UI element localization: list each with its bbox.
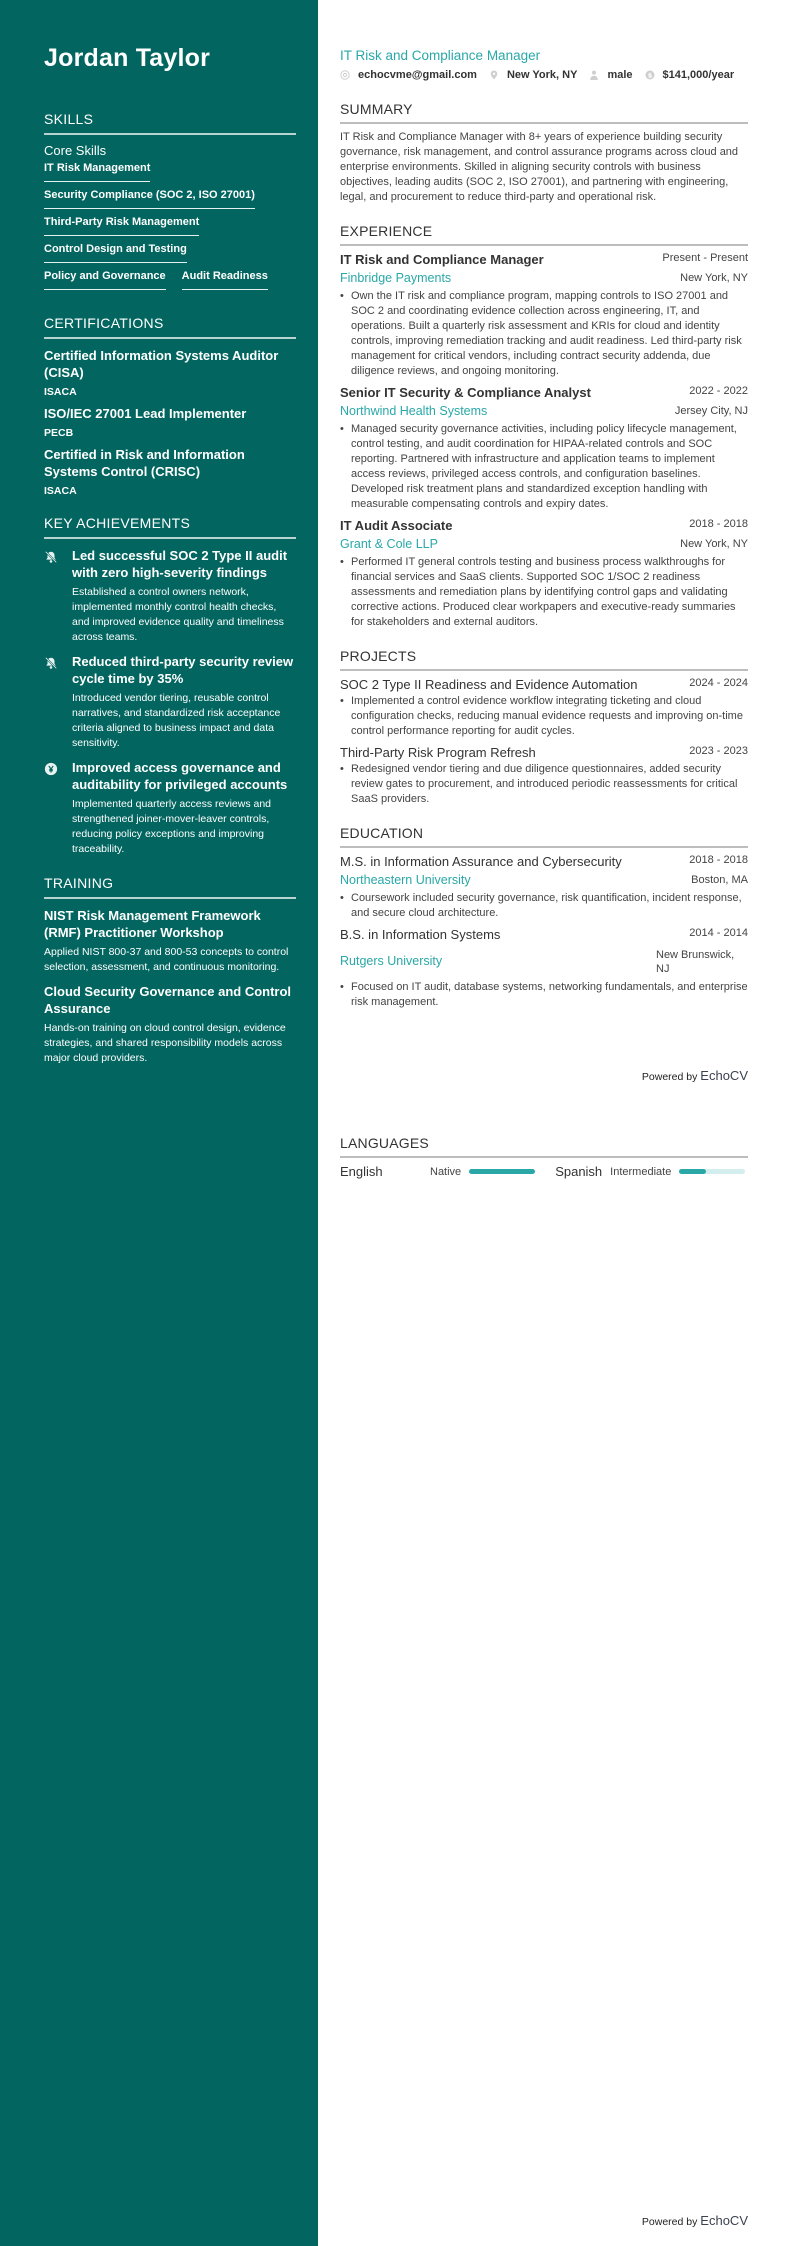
language-name: English (340, 1164, 383, 1179)
certifications-heading: CERTIFICATIONS (44, 315, 296, 339)
job-location: Jersey City, NJ (674, 405, 748, 417)
achievement-item (44, 547, 296, 645)
certification-org: ISACA (44, 485, 77, 497)
school-location: New Brunswick, NJ (656, 949, 735, 975)
main-content (318, 0, 794, 2246)
summary-heading: SUMMARY (340, 101, 748, 124)
achievement-item (44, 759, 296, 857)
brand-logo: EchoCV (700, 2213, 748, 2228)
certification-item (44, 405, 296, 439)
languages-list (340, 1164, 748, 1179)
job-dates: 2018 - 2018 (689, 518, 748, 530)
powered-by-bottom (642, 2213, 748, 2228)
certification-org: ISACA (44, 386, 77, 398)
language-name: Spanish (555, 1164, 603, 1179)
bell-slash-icon (44, 547, 72, 645)
skills-section (44, 111, 296, 297)
education-item (340, 854, 748, 921)
school-name: Rutgers University (340, 954, 443, 968)
language-level: Intermediate (610, 1165, 672, 1178)
project-dates: 2023 - 2023 (689, 745, 748, 757)
achievements-heading: KEY ACHIEVEMENTS (44, 515, 296, 539)
certification-name: Certified Information Systems Auditor (CISA) (44, 348, 279, 380)
contact-location (489, 69, 578, 81)
education-item (340, 927, 748, 1010)
summary-text: IT Risk and Compliance Manager with 8+ years of experience building security governance, risk management, and control assurance programs across cloud and enterprise environments. Skilled in aligning security controls with business objectives, leading audits (SOC 2, ISO 27001), and partnering with engineering, legal, and procurement to reduce third-party and operational risk. (340, 131, 739, 203)
skill-tag: Control Design and Testing (44, 243, 187, 263)
project-bullet: • Implemented a control evidence workflow integrating ticketing and cloud configuration checks, reducing manual evidence requests and improving on-time control performance reporting for audit cycles. (340, 694, 748, 739)
project-title: Third-Party Risk Program Refresh (340, 745, 536, 760)
powered-by (340, 1068, 748, 1083)
training-item (44, 907, 296, 975)
project-title: SOC 2 Type II Readiness and Evidence Automation (340, 677, 638, 692)
training-title: Cloud Security Governance and Control Assurance (44, 984, 292, 1016)
certifications-section (44, 315, 296, 497)
training-description: Applied NIST 800-37 and 800-53 concepts to control selection, assessment, and continuous monitoring. (44, 946, 289, 973)
svg-text:$: $ (647, 71, 652, 80)
achievement-title: Reduced third-party security review cycle time by 35% (72, 654, 294, 686)
location-pin-icon (489, 70, 499, 80)
achievement-title: Led successful SOC 2 Type II audit with zero high-severity findings (72, 548, 288, 580)
experience-item (340, 252, 748, 379)
training-heading: TRAINING (44, 875, 296, 899)
training-section (44, 875, 296, 1066)
training-title: NIST Risk Management Framework (RMF) Practitioner Workshop (44, 908, 261, 940)
skill-tags (44, 162, 296, 297)
yen-circle-icon (44, 759, 72, 857)
project-dates: 2024 - 2024 (689, 677, 748, 689)
certification-name: ISO/IEC 27001 Lead Implementer (44, 406, 247, 421)
language-proficiency-bar (679, 1169, 745, 1174)
skill-tag: Security Compliance (SOC 2, ISO 27001) (44, 189, 255, 209)
project-item (340, 677, 748, 739)
location-text: New York, NY (506, 69, 578, 81)
brand-logo: EchoCV (700, 1068, 748, 1083)
person-icon (589, 70, 599, 80)
skill-group-label: Core Skills (44, 143, 107, 158)
education-bullet: • Focused on IT audit, database systems, networking fundamentals, and enterprise risk management. (340, 980, 748, 1010)
dollar-circle-icon (645, 70, 655, 80)
education-heading: EDUCATION (340, 825, 748, 848)
email-text: echocvme@gmail.com (358, 69, 477, 81)
projects-section (340, 648, 748, 807)
job-bullet: • Managed security governance activities, including policy lifecycle management, control testing, and audit coordination for HIPAA-related controls and SOC reporting. Partnered with infrastructure and application teams to implement access reviews, privileged access controls, and configuration baselines. Developed risk treatment plans and standardized exception handling with measurable compensating controls and expiry dates. (340, 422, 748, 512)
bell-slash-icon (44, 653, 72, 751)
language-proficiency-bar (469, 1169, 535, 1174)
education-section (340, 825, 748, 1010)
job-role: Senior IT Security & Compliance Analyst (340, 385, 591, 400)
projects-heading: PROJECTS (340, 648, 748, 671)
contact-salary (645, 69, 735, 81)
certification-item (44, 446, 296, 497)
achievement-title: Improved access governance and auditability for privileged accounts (72, 760, 288, 792)
skill-tag: Third-Party Risk Management (44, 216, 199, 236)
job-bullet: • Performed IT general controls testing and business process walkthroughs for financial services and SaaS clients. Supported SOC 1/SOC 2 readiness assessments and remediation plans by identifying control gaps and validating corrective actions. Produced clear workpapers and executive-ready summaries for stakeholders and external auditors. (340, 555, 748, 630)
experience-heading: EXPERIENCE (340, 223, 748, 246)
skill-tag: IT Risk Management (44, 162, 150, 182)
job-dates: Present - Present (662, 252, 748, 264)
certification-item (44, 347, 296, 398)
school-name: Northeastern University (340, 873, 471, 887)
company-name: Northwind Health Systems (340, 404, 488, 418)
job-location: New York, NY (680, 538, 748, 550)
achievement-description: Implemented quarterly access reviews and strengthened joiner-mover-leaver controls, reducing policy exceptions and improving traceability. (72, 798, 272, 855)
gender-text: male (607, 69, 633, 81)
job-location: New York, NY (680, 272, 748, 284)
achievement-description: Introduced vendor tiering, reusable control narratives, and standardized risk acceptance criteria aligned to business impact and data sensitivity. (72, 692, 281, 749)
contact-info (340, 69, 748, 81)
degree: M.S. in Information Assurance and Cybersecurity (340, 854, 622, 869)
achievement-description: Established a control owners network, implemented monthly control health checks, and improved evidence quality and timeliness across teams. (72, 586, 284, 643)
experience-section (340, 223, 748, 630)
sidebar (0, 0, 318, 2246)
training-item (44, 983, 296, 1066)
job-bullet: • Own the IT risk and compliance program, mapping controls to ISO 27001 and SOC 2 and coordinating evidence collection across engineering, IT, and operations. Built a quarterly risk assessment and KRIs for cloud and identity controls, improving remediation tracking and audit readiness. Led third-party risk management for critical vendors, including contract security addenda, due diligence reviews, and ongoing monitoring. (340, 289, 748, 379)
project-bullet: • Redesigned vendor tiering and due diligence questionnaires, added security review gates to procurement, and introduced periodic reassessments for critical SaaS providers. (340, 762, 748, 807)
experience-item (340, 518, 748, 630)
certification-name: Certified in Risk and Information Systems Control (CRISC) (44, 447, 245, 479)
education-bullet: • Coursework included security governance, risk quantification, incident response, and secure cloud architecture. (340, 891, 748, 921)
summary-section (340, 101, 748, 205)
company-name: Finbridge Payments (340, 271, 452, 285)
at-icon (340, 70, 350, 80)
powered-by-text: Powered by (641, 1071, 698, 1083)
degree: B.S. in Information Systems (340, 927, 501, 942)
job-role: IT Risk and Compliance Manager (340, 252, 544, 267)
education-dates: 2014 - 2014 (689, 927, 748, 939)
project-item (340, 745, 748, 807)
job-role: IT Audit Associate (340, 518, 453, 533)
certification-org: PECB (44, 427, 74, 439)
language-level: Native (430, 1165, 462, 1178)
candidate-name: Jordan Taylor (44, 44, 211, 72)
salary-text: $141,000/year (662, 69, 735, 81)
training-description: Hands-on training on cloud control design, evidence strategies, and shared responsibility models across major cloud providers. (44, 1022, 286, 1064)
achievements-section (44, 515, 296, 857)
achievement-item (44, 653, 296, 751)
experience-item (340, 385, 748, 512)
company-name: Grant & Cole LLP (340, 537, 438, 551)
school-location: Boston, MA (691, 874, 748, 886)
contact-email[interactable] (340, 69, 477, 81)
skill-tag: Policy and Governance (44, 270, 166, 290)
job-dates: 2022 - 2022 (689, 385, 748, 397)
languages-section (340, 1135, 748, 1179)
skill-tag: Audit Readiness (182, 270, 268, 290)
education-dates: 2018 - 2018 (689, 854, 748, 866)
header-job-title: IT Risk and Compliance Manager (340, 48, 541, 63)
contact-gender (589, 69, 632, 81)
skills-heading: SKILLS (44, 111, 296, 135)
languages-heading: LANGUAGES (340, 1135, 748, 1158)
powered-by-text: Powered by (641, 2216, 698, 2228)
